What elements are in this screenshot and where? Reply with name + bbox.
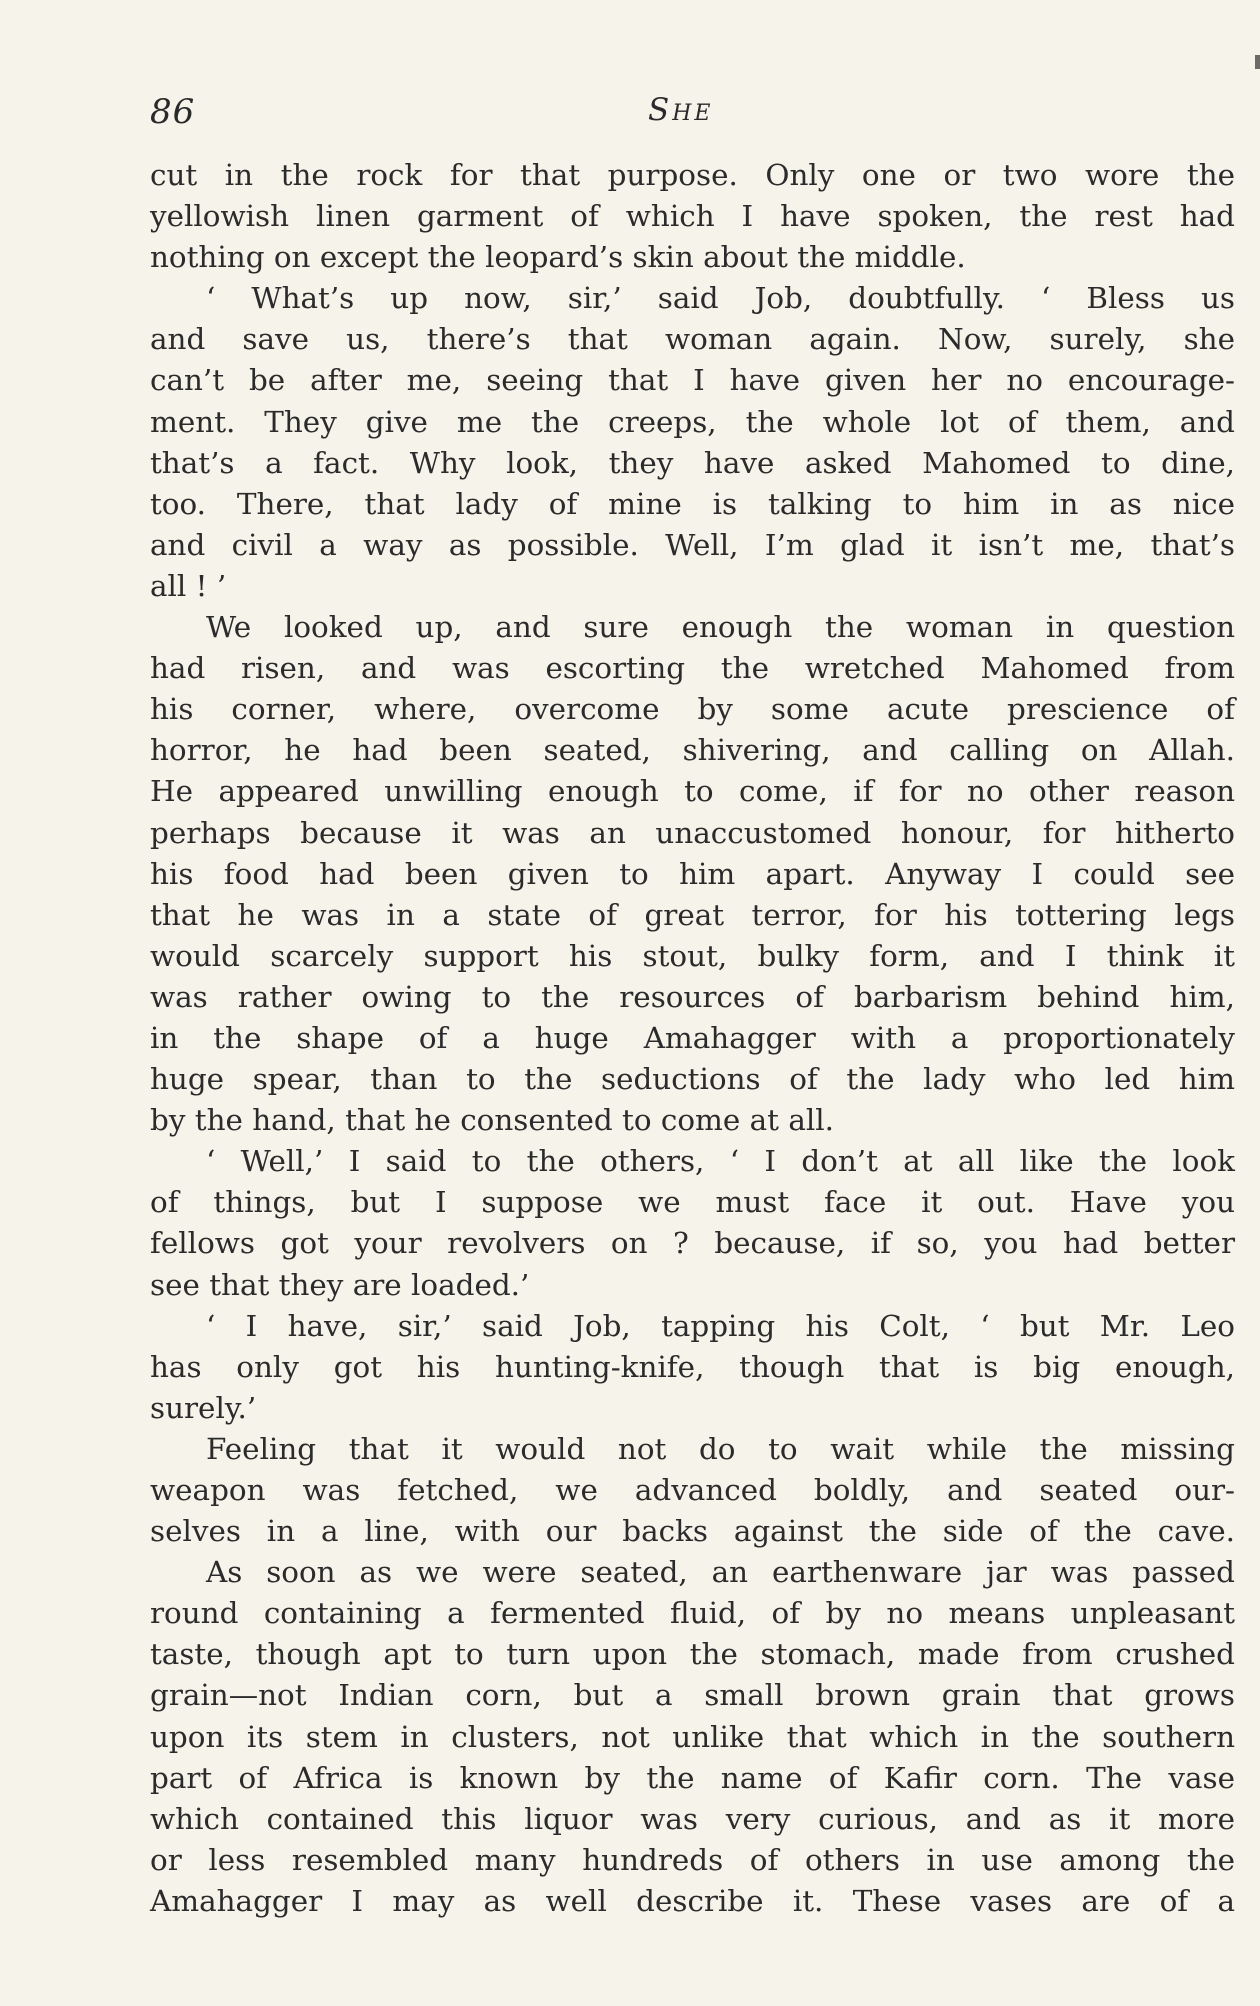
text-line: yellowish linen garment of which I have spoken, the rest had [150, 199, 1235, 234]
text-line: huge spear, than to the seductions of the lady who led him [150, 1062, 1235, 1097]
text-line: Feeling that it would not do to wait while the missing [206, 1431, 1235, 1466]
text-line: all ! ’ [150, 568, 227, 603]
text-line: horror, he had been seated, shivering, and calling on Allah. [150, 733, 1235, 768]
text-line: can’t be after me, seeing that I have given her no encourage- [150, 363, 1235, 398]
text-line: of things, but I suppose we must face it out. Have you [150, 1185, 1235, 1220]
text-line: see that they are loaded.’ [150, 1267, 530, 1302]
text-line: has only got his hunting-knife, though that is big enough, [150, 1349, 1235, 1384]
text-line: by the hand, that he consented to come at all. [150, 1103, 834, 1138]
text-line: nothing on except the leopard’s skin about the middle. [150, 240, 966, 275]
text-line: ‘ I have, sir,’ said Job, tapping his Colt, ‘ but Mr. Leo [206, 1308, 1235, 1343]
text-line: in the shape of a huge Amahagger with a proportionately [150, 1020, 1235, 1055]
text-line: perhaps because it was an unaccustomed honour, for hitherto [150, 815, 1235, 850]
text-line: that he was in a state of great terror, for his tottering legs [150, 897, 1235, 932]
text-line: surely.’ [150, 1390, 257, 1425]
text-line: that’s a fact. Why look, they have asked Mahomed to dine, [150, 445, 1235, 480]
text-line: his food had been given to him apart. Anyway I could see [150, 856, 1235, 891]
page-number: 86 [150, 92, 196, 132]
text-line: which contained this liquor was very curious, and as it more [150, 1801, 1235, 1836]
text-line: his corner, where, overcome by some acute prescience of [150, 692, 1235, 727]
text-line: had risen, and was escorting the wretched Mahomed from [150, 651, 1235, 686]
text-line: weapon was fetched, we advanced boldly, and seated our- [150, 1473, 1235, 1507]
text-line: too. There, that lady of mine is talking to him in as nice [150, 486, 1235, 521]
page-header [150, 92, 1235, 142]
text-line: ‘ What’s up now, sir,’ said Job, doubtfully. ‘ Bless us [206, 281, 1235, 316]
text-line: and save us, there’s that woman again. Now, surely, she [150, 322, 1235, 357]
text-line: As soon as we were seated, an earthenware jar was passed [206, 1555, 1235, 1590]
text-line: fellows got your revolvers on ? because, if so, you had better [150, 1226, 1235, 1261]
text-line: ment. They give me the creeps, the whole lot of them, and [150, 404, 1235, 439]
text-line: cut in the rock for that purpose. Only one or two wore the [150, 158, 1235, 192]
running-title: She [648, 92, 714, 128]
text-line: or less resembled many hundreds of others in use among the [150, 1842, 1235, 1877]
text-line: grain—not Indian corn, but a small brown grain that grows [150, 1678, 1235, 1713]
text-line: upon its stem in clusters, not unlike that which in the southern [150, 1719, 1235, 1754]
text-line: round containing a fermented fluid, of by no means unpleasant [150, 1596, 1235, 1631]
text-line: He appeared unwilling enough to come, if for no other reason [150, 774, 1235, 809]
text-line: taste, though apt to turn upon the stomach, made from crushed [150, 1637, 1235, 1672]
text-line: Amahagger I may as well describe it. These vases are of a [150, 1883, 1235, 1918]
text-line: would scarcely support his stout, bulky form, and I think it [150, 938, 1235, 973]
text-line: part of Africa is known by the name of Kafir corn. The vase [150, 1760, 1235, 1795]
text-line: ‘ Well,’ I said to the others, ‘ I don’t at all like the look [206, 1144, 1235, 1179]
text-line: was rather owing to the resources of barbarism behind him, [150, 979, 1235, 1014]
page-edge-mark [1255, 55, 1260, 69]
text-line: We looked up, and sure enough the woman in question [206, 610, 1235, 645]
text-line: and civil a way as possible. Well, I’m glad it isn’t me, that’s [150, 527, 1235, 562]
text-line: selves in a line, with our backs against the side of the cave. [150, 1514, 1235, 1549]
body-text [150, 155, 1235, 1922]
